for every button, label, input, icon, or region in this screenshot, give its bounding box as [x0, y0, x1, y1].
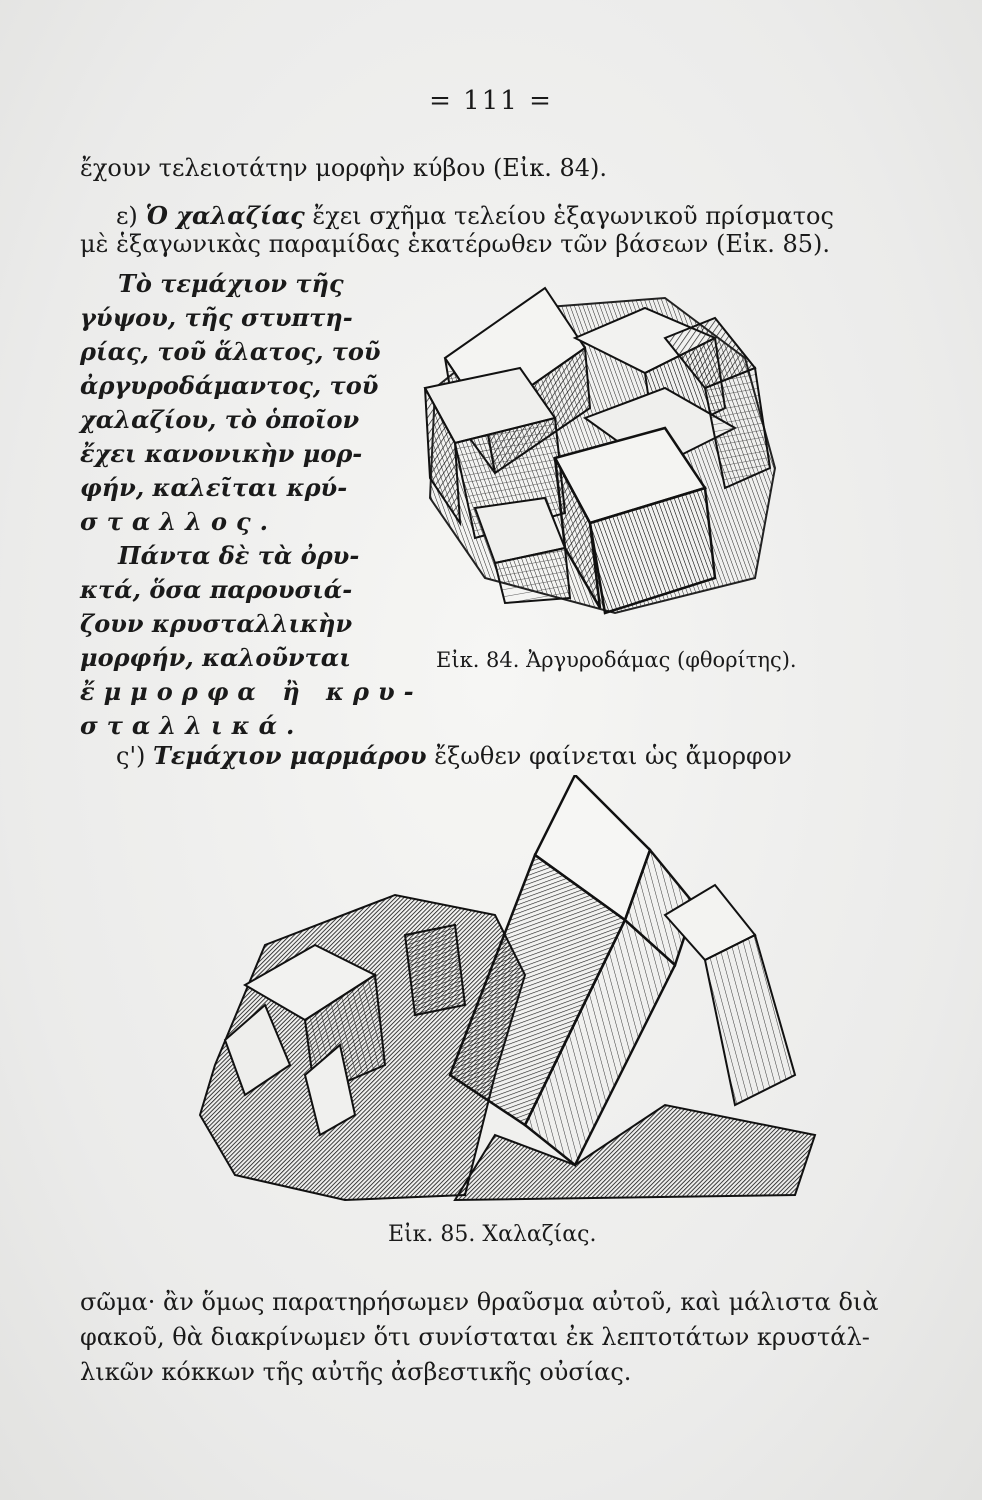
body-line-2 — [116, 201, 834, 230]
col-line: φήν, καλεῖται κρύ- — [80, 473, 348, 502]
figure-85-caption: Εἰκ. 85. Χαλαζίας. — [388, 1222, 597, 1247]
body-line-marble — [116, 741, 792, 770]
col-line: μορφήν, καλοῦνται — [80, 643, 351, 672]
figure-84-caption: Εἰκ. 84. Ἀργυροδάμας (φθορίτης). — [436, 648, 797, 672]
col-line: ζουν κρυσταλλικὴν — [80, 609, 353, 638]
col-line: Τὸ τεμάχιον τῆς — [118, 269, 344, 298]
col-line-term: σταλλικά. — [80, 711, 304, 740]
col-line: χαλαζίου, τὸ ὁποῖον — [80, 405, 360, 434]
col-line: κτά, ὅσα παρουσιά- — [80, 575, 353, 604]
body-line-2-rest: ἔχει σχῆμα τελείου ἑξαγωνικοῦ πρίσματος — [304, 202, 834, 230]
body-line-bottom-3: λικῶν κόκκων τῆς αὐτῆς ἀσβεστικῆς οὐσίας. — [80, 1358, 632, 1386]
quartz-crystal-illustration — [195, 775, 825, 1205]
page-number: = 111 = — [429, 86, 553, 116]
body-line-bottom-2: φακοῦ, θὰ διακρίνωμεν ὅτι συνίσταται ἐκ λεπτοτάτων κρυστάλ- — [80, 1323, 870, 1351]
item-marker: ς') — [116, 742, 154, 770]
item-marker: ε) — [116, 202, 146, 230]
col-line: γύψου, τῆς στυπτη- — [80, 303, 353, 332]
col-line: ἀργυροδάμαντος, τοῦ — [80, 371, 379, 400]
col-line: Πάντα δὲ τὰ ὀρυ- — [118, 541, 360, 570]
col-line-term: σταλλος. — [80, 507, 277, 536]
body-line-3: μὲ ἑξαγωνικὰς παραμίδας ἑκατέρωθεν τῶν βάσεων (Εἰκ. 85). — [80, 230, 831, 258]
col-line: ρίας, τοῦ ἅλατος, τοῦ — [80, 337, 381, 366]
col-line-term: ἔμμορφα ἢ κρυ- — [80, 677, 423, 706]
body-line-1: ἔχουν τελειοτάτην μορφὴν κύβου (Εἰκ. 84). — [80, 154, 608, 182]
body-line-bottom-1: σῶμα· ἂν ὅμως παρατηρήσωμεν θραῦσμα αὐτοῦ, καὶ μάλιστα διὰ — [80, 1288, 879, 1316]
term-quartz: Ὁ χαλαζίας — [145, 201, 305, 230]
fluorite-crystal-illustration — [415, 278, 785, 618]
col-line: ἔχει κανονικὴν μορ- — [80, 439, 363, 468]
body-line-marble-rest: ἔξωθεν φαίνεται ὡς ἄμορφον — [426, 742, 792, 770]
term-marble: Τεμάχιον μαρμάρου — [153, 741, 427, 770]
